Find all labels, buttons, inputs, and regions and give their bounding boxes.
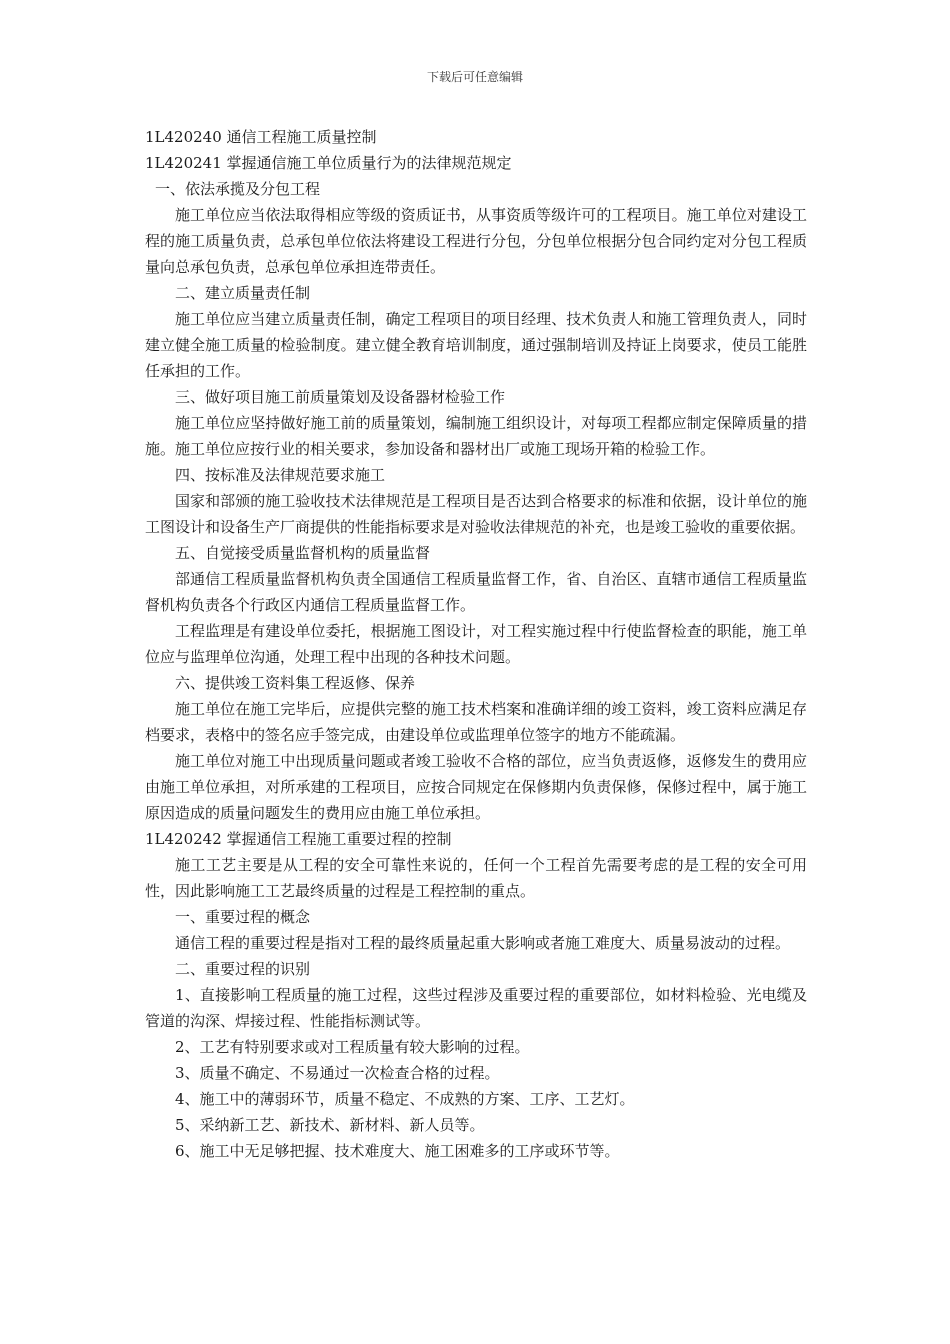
- paragraph: 一、依法承揽及分包工程: [155, 180, 321, 198]
- document-body: [145, 124, 807, 1164]
- paragraph: 3、质量不确定、不易通过一次检查合格的过程。: [175, 1064, 500, 1082]
- paragraph: 四、按标准及法律规范要求施工: [175, 466, 386, 484]
- paragraph: 二、重要过程的识别: [175, 960, 311, 978]
- paragraph: 六、提供竣工资料集工程返修、保养: [175, 674, 416, 692]
- paragraph: 三、做好项目施工前质量策划及设备器材检验工作: [175, 388, 506, 406]
- paragraph: 一、重要过程的概念: [175, 908, 311, 926]
- paragraph: 二、建立质量责任制: [175, 284, 311, 302]
- section-heading: 1L420241 掌握通信施工单位质量行为的法律规范规定: [145, 154, 512, 172]
- paragraph: 通信工程的重要过程是指对工程的最终质量起重大影响或者施工难度大、质量易波动的过程。: [175, 934, 791, 952]
- paragraph: 1、直接影响工程质量的施工过程，这些过程涉及重要过程的重要部位，如材料检验、光电缆及管道的沟深、焊接过程、性能指标测试等。: [145, 986, 807, 1030]
- paragraph: 施工单位对施工中出现质量问题或者竣工验收不合格的部位，应当负责返修，返修发生的费用应由施工单位承担，对所承建的工程项目，应按合同规定在保修期内负责保修，保修过程中，属于施工原因造成的质量问题发生的费用应由施工单位承担。: [145, 752, 807, 822]
- paragraph: 施工单位在施工完毕后，应提供完整的施工技术档案和准确详细的竣工资料，竣工资料应满足存档要求，表格中的签名应手签完成，由建设单位或监理单位签字的地方不能疏漏。: [145, 700, 807, 744]
- section-heading: 1L420242 掌握通信工程施工重要过程的控制: [145, 830, 452, 848]
- paragraph: 6、施工中无足够把握、技术难度大、施工困难多的工序或环节等。: [175, 1142, 620, 1160]
- paragraph: 4、施工中的薄弱环节，质量不稳定、不成熟的方案、工序、工艺灯。: [175, 1090, 635, 1108]
- section-heading: 1L420240 通信工程施工质量控制: [145, 128, 377, 146]
- paragraph: 施工单位应坚持做好施工前的质量策划，编制施工组织设计，对每项工程都应制定保障质量的措施。施工单位应按行业的相关要求，参加设备和器材出厂或施工现场开箱的检验工作。: [145, 414, 807, 458]
- paragraph: 施工单位应当依法取得相应等级的资质证书，从事资质等级许可的工程项目。施工单位对建设工程的施工质量负责，总承包单位依法将建设工程进行分包，分包单位根据分包合同约定对分包工程质量向总承包负责，总承包单位承担连带责任。: [145, 206, 807, 276]
- paragraph: 5、采纳新工艺、新技术、新材料、新人员等。: [175, 1116, 485, 1134]
- paragraph: 五、自觉接受质量监督机构的质量监督: [175, 544, 431, 562]
- paragraph: 2、工艺有特别要求或对工程质量有较大影响的过程。: [175, 1038, 530, 1056]
- paragraph: 施工单位应当建立质量责任制，确定工程项目的项目经理、技术负责人和施工管理负责人，同时建立健全施工质量的检验制度。建立健全教育培训制度，通过强制培训及持证上岗要求，使员工能胜任承担的工作。: [145, 310, 807, 380]
- paragraph: 部通信工程质量监督机构负责全国通信工程质量监督工作，省、自治区、直辖市通信工程质量监督机构负责各个行政区内通信工程质量监督工作。: [145, 570, 807, 614]
- paragraph: 工程监理是有建设单位委托，根据施工图设计，对工程实施过程中行使监督检查的职能，施工单位应与监理单位沟通，处理工程中出现的各种技术问题。: [145, 622, 807, 666]
- paragraph: 国家和部颁的施工验收技术法律规范是工程项目是否达到合格要求的标准和依据，设计单位的施工图设计和设备生产厂商提供的性能指标要求是对验收法律规范的补充，也是竣工验收的重要依据。: [145, 492, 807, 536]
- paragraph: 施工工艺主要是从工程的安全可靠性来说的，任何一个工程首先需要考虑的是工程的安全可用性，因此影响施工工艺最终质量的过程是工程控制的重点。: [145, 856, 807, 900]
- page-header: 下载后可任意编辑: [426, 70, 523, 84]
